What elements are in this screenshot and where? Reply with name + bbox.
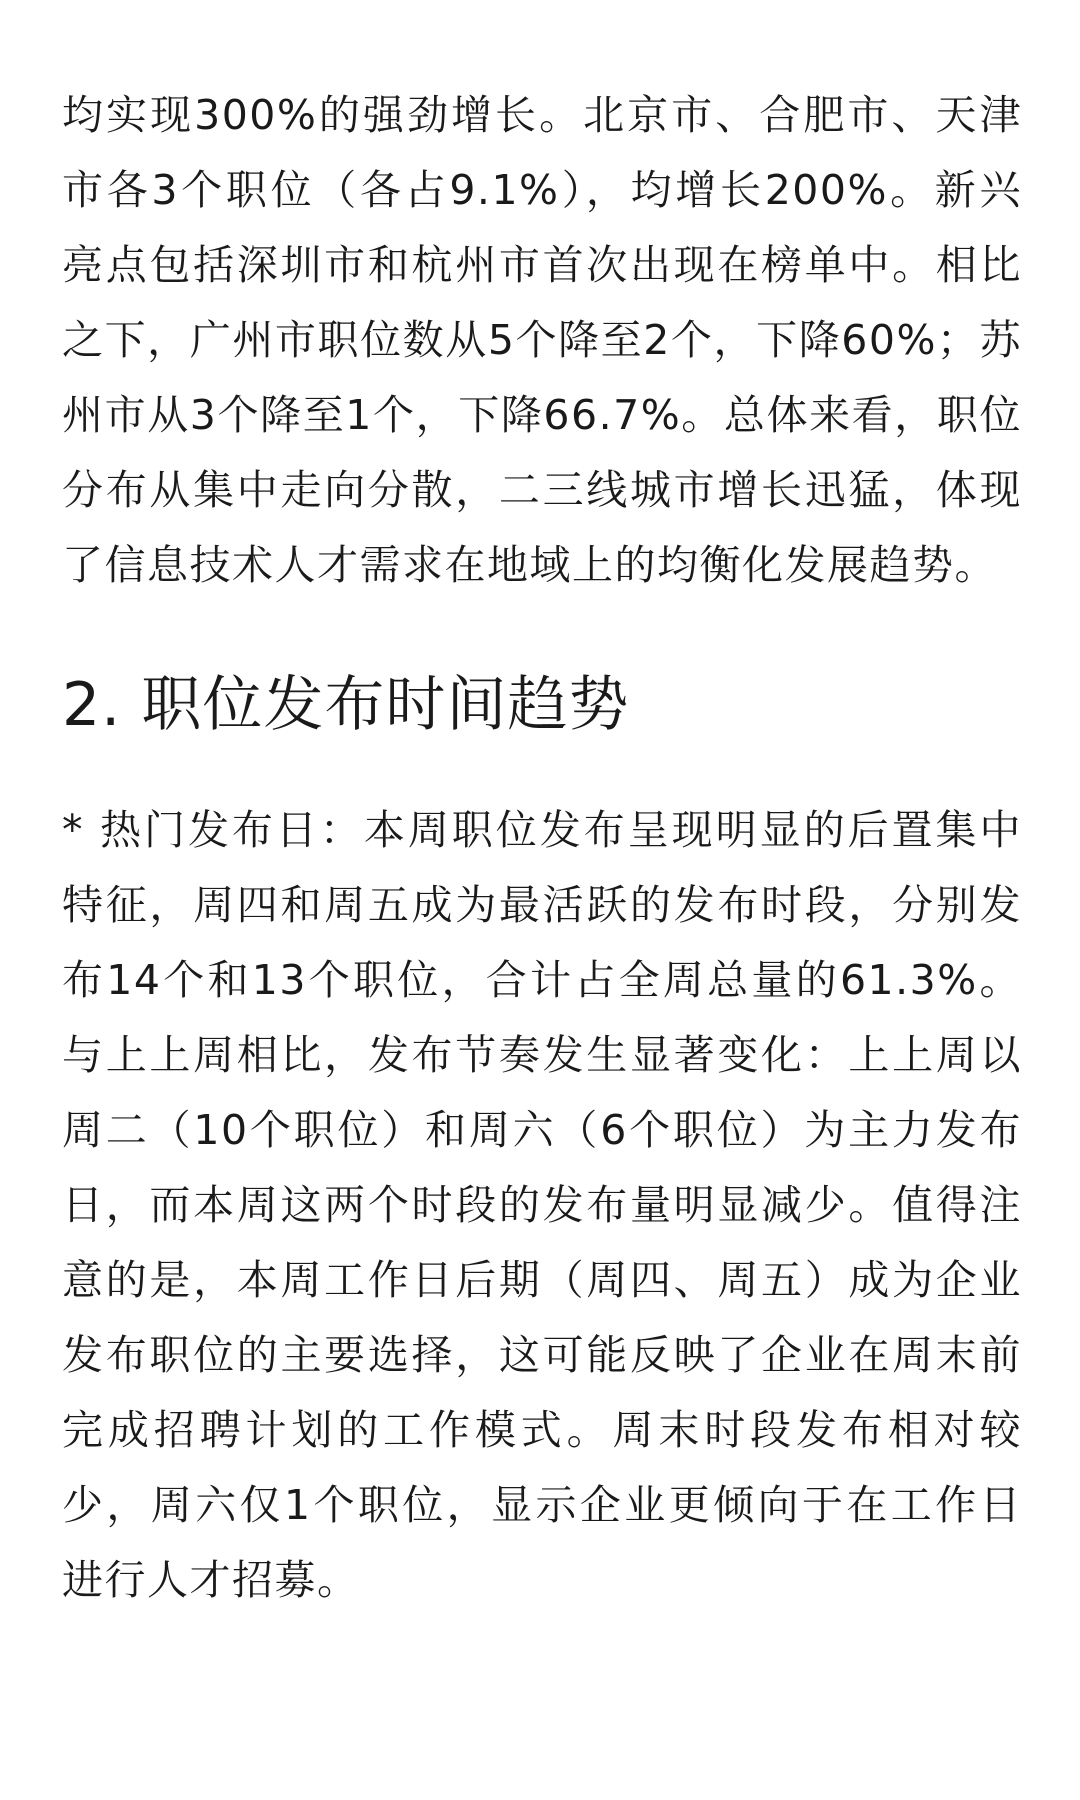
intro-paragraph: 均实现300%的强劲增长。北京市、合肥市、天津市各3个职位（各占9.1%），均增长200%。新兴亮点包括深圳市和杭州市首次出现在榜单中。相比之下，广州市职位数从5个降至2个，下降60%；苏州市从3个降至1个，下降66.7%。总体来看，职位分布从集中走向分散，二三线城市增长迅猛，体现了信息技术人才需求在地域上的均衡化发展趋势。 <box>62 91 1022 589</box>
section-heading: 2. 职位发布时间趋势 <box>62 670 630 740</box>
section-paragraph: * 热门发布日：本周职位发布呈现明显的后置集中特征，周四和周五成为最活跃的发布时段，分别发布14个和13个职位，合计占全周总量的61.3%。与上上周相比，发布节奏发生显著变化：上上周以周二（10个职位）和周六（6个职位）为主力发布日，而本周这两个时段的发布量明显减少。值得注意的是，本周工作日后期（周四、周五）成为企业发布职位的主要选择，这可能反映了企业在周末前完成招聘计划的工作模式。周末时段发布相对较少，周六仅1个职位，显示企业更倾向于在工作日进行人才招募。 <box>62 806 1022 1604</box>
